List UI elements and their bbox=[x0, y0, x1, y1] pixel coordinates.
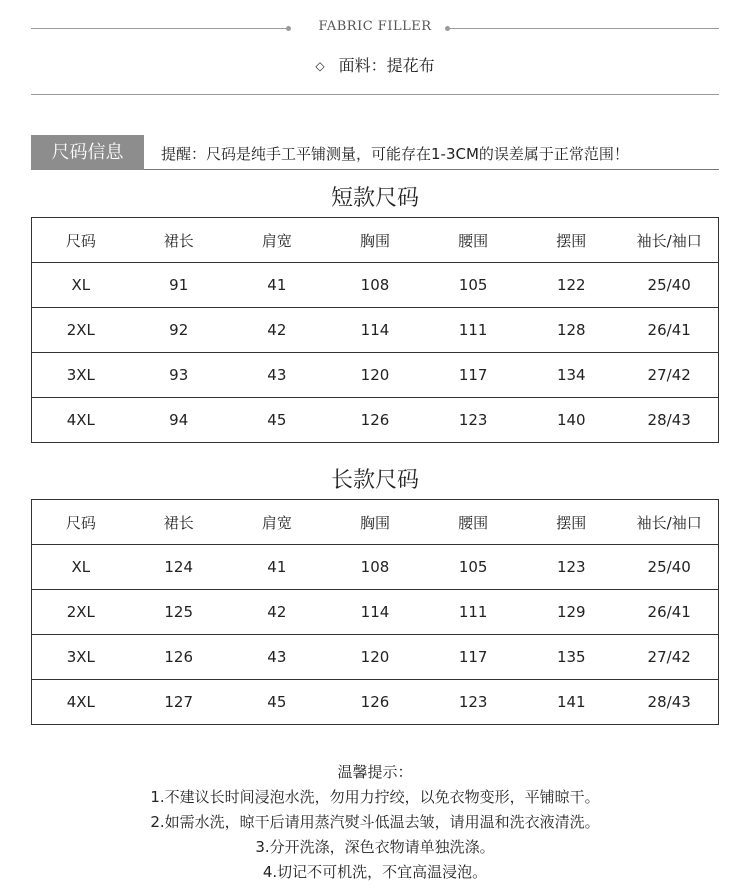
table-cell: 27/42 bbox=[620, 635, 718, 680]
table-cell: 105 bbox=[424, 545, 522, 590]
table-cell: 120 bbox=[326, 635, 424, 680]
table-cell: 126 bbox=[326, 398, 424, 443]
table-cell: 3XL bbox=[32, 635, 130, 680]
table-cell: 94 bbox=[130, 398, 228, 443]
care-tips-title: 温馨提示： bbox=[337, 763, 413, 781]
table-cell: 28/43 bbox=[620, 398, 718, 443]
table-row bbox=[32, 308, 719, 353]
care-tip-2: 2.如需水洗，晾干后请用蒸汽熨斗低温去皱，请用温和洗衣液清洗。 bbox=[150, 813, 600, 831]
table-cell: 141 bbox=[522, 680, 620, 725]
table-cell: 127 bbox=[130, 680, 228, 725]
table-row bbox=[32, 263, 719, 308]
fabric-divider bbox=[31, 94, 719, 95]
table-cell: 123 bbox=[522, 545, 620, 590]
column-header: 肩宽 bbox=[228, 218, 326, 263]
table-cell: 122 bbox=[522, 263, 620, 308]
table-cell: 117 bbox=[424, 353, 522, 398]
short-table-title: 短款尺码 bbox=[330, 186, 419, 211]
table-row bbox=[32, 353, 719, 398]
table-cell: 28/43 bbox=[620, 680, 718, 725]
table-cell: 125 bbox=[130, 590, 228, 635]
table-cell: 45 bbox=[228, 680, 326, 725]
table-cell: 2XL bbox=[32, 308, 130, 353]
table-cell: 126 bbox=[326, 680, 424, 725]
table-cell: 108 bbox=[326, 545, 424, 590]
table-cell: 45 bbox=[228, 398, 326, 443]
table-cell: 4XL bbox=[32, 680, 130, 725]
table-cell: 4XL bbox=[32, 398, 130, 443]
table-cell: 124 bbox=[130, 545, 228, 590]
table-header-row bbox=[32, 218, 719, 263]
header-rule-left bbox=[31, 28, 289, 29]
column-header: 腰围 bbox=[424, 218, 522, 263]
table-cell: 26/41 bbox=[620, 590, 718, 635]
column-header: 裙长 bbox=[130, 500, 228, 545]
column-header: 肩宽 bbox=[228, 500, 326, 545]
table-cell: 129 bbox=[522, 590, 620, 635]
table-cell: 25/40 bbox=[620, 545, 718, 590]
table-row bbox=[32, 545, 719, 590]
size-reminder: 提醒：尺码是纯手工平铺测量，可能存在1-3CM的误差属于正常范围！ bbox=[161, 145, 629, 163]
diamond-bullet-icon: ◇ bbox=[315, 59, 325, 73]
size-info-underline bbox=[144, 169, 719, 170]
table-row bbox=[32, 590, 719, 635]
table-row bbox=[32, 680, 719, 725]
fabric-info bbox=[0, 53, 750, 76]
header-rule-right bbox=[448, 28, 719, 29]
table-cell: 26/41 bbox=[620, 308, 718, 353]
table-cell: XL bbox=[32, 545, 130, 590]
column-header: 摆围 bbox=[522, 218, 620, 263]
long-size-table bbox=[31, 499, 719, 725]
long-table-title: 长款尺码 bbox=[330, 468, 419, 493]
table-cell: 117 bbox=[424, 635, 522, 680]
column-header: 摆围 bbox=[522, 500, 620, 545]
table-cell: 42 bbox=[228, 590, 326, 635]
table-cell: 27/42 bbox=[620, 353, 718, 398]
table-cell: XL bbox=[32, 263, 130, 308]
table-cell: 41 bbox=[228, 545, 326, 590]
care-tip-1: 1.不建议长时间浸泡水洗，勿用力拧绞，以免衣物变形，平铺晾干。 bbox=[150, 788, 600, 806]
table-cell: 120 bbox=[326, 353, 424, 398]
care-tip-3: 3.分开洗涤，深色衣物请单独洗涤。 bbox=[255, 838, 495, 856]
header-dot-left bbox=[286, 26, 291, 31]
table-cell: 42 bbox=[228, 308, 326, 353]
table-cell: 111 bbox=[424, 308, 522, 353]
table-cell: 3XL bbox=[32, 353, 130, 398]
table-row bbox=[32, 635, 719, 680]
table-cell: 126 bbox=[130, 635, 228, 680]
column-header: 尺码 bbox=[32, 218, 130, 263]
table-cell: 92 bbox=[130, 308, 228, 353]
table-cell: 135 bbox=[522, 635, 620, 680]
table-cell: 2XL bbox=[32, 590, 130, 635]
column-header: 裙长 bbox=[130, 218, 228, 263]
table-cell: 105 bbox=[424, 263, 522, 308]
fabric-value: 提花布 bbox=[386, 56, 435, 75]
table-cell: 114 bbox=[326, 590, 424, 635]
column-header: 袖长/袖口 bbox=[620, 218, 718, 263]
table-cell: 25/40 bbox=[620, 263, 718, 308]
table-cell: 43 bbox=[228, 353, 326, 398]
short-size-table bbox=[31, 217, 719, 443]
table-cell: 123 bbox=[424, 680, 522, 725]
table-cell: 41 bbox=[228, 263, 326, 308]
table-cell: 108 bbox=[326, 263, 424, 308]
table-cell: 123 bbox=[424, 398, 522, 443]
fabric-label: 面料： bbox=[338, 56, 387, 75]
section-label: FABRIC FILLER bbox=[318, 19, 432, 34]
table-cell: 91 bbox=[130, 263, 228, 308]
table-cell: 111 bbox=[424, 590, 522, 635]
table-cell: 114 bbox=[326, 308, 424, 353]
table-cell: 128 bbox=[522, 308, 620, 353]
size-info-badge: 尺码信息 bbox=[31, 135, 144, 170]
table-row bbox=[32, 398, 719, 443]
table-cell: 134 bbox=[522, 353, 620, 398]
table-cell: 93 bbox=[130, 353, 228, 398]
column-header: 腰围 bbox=[424, 500, 522, 545]
table-cell: 43 bbox=[228, 635, 326, 680]
column-header: 袖长/袖口 bbox=[620, 500, 718, 545]
column-header: 胸围 bbox=[326, 500, 424, 545]
column-header: 尺码 bbox=[32, 500, 130, 545]
care-tip-4: 4.切记不可机洗，不宜高温浸泡。 bbox=[262, 863, 488, 881]
table-header-row bbox=[32, 500, 719, 545]
table-cell: 140 bbox=[522, 398, 620, 443]
column-header: 胸围 bbox=[326, 218, 424, 263]
